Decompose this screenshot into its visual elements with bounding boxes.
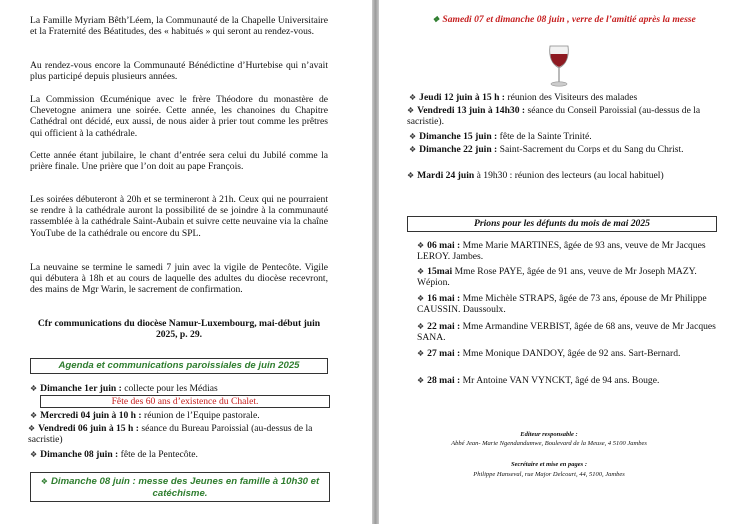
paragraph-1: La Famille Myriam Bêth’Léem, la Communauté de la Chapelle Universitaire et la Fraternité des Béatitudes, des « habitués » qui seront au rendez-vous. [30, 15, 328, 38]
agenda-item: ❖ Dimanche 08 juin : fête de la Pentecôte. [30, 449, 198, 460]
diamond-bullet-icon: ❖ [409, 132, 417, 141]
diamond-bullet-icon: ❖ [417, 241, 425, 250]
friendship-glass-notice: ❖ Samedi 07 et dimanche 08 juin , verre de l’amitié après la messe [432, 14, 696, 25]
youth-mass: Dimanche 08 juin : messe des Jeunes en famille à 10h30 et catéchisme. [50, 476, 320, 499]
agenda-item: ❖ Dimanche 15 juin : fête de la Sainte Trinité. [409, 131, 592, 142]
agenda-item: ❖ Dimanche 22 juin : Saint-Sacrement du Corps et du Sang du Christ. [409, 144, 684, 155]
paragraph-2: Au rendez-vous encore la Communauté Bénédictine d’Hurtebise qui n’avait plus participé depuis plusieurs années. [30, 60, 328, 83]
deceased-item: ❖ 22 mai : Mme Armandine VERBIST, âgée de 68 ans, veuve de Mr Jacques SANA. [417, 321, 716, 344]
deceased-item: ❖ 27 mai : Mme Monique DANDOY, âgée de 92 ans. Sart-Bernard. [417, 348, 681, 359]
diamond-bullet-icon: ❖ [417, 376, 425, 385]
diamond-bullet-icon: ❖ [409, 93, 417, 102]
deceased-item: ❖ 16 mai : Mme Michèle STRAPS, âgée de 73 ans, épouse de Mr Philippe CAUSSIN. Daussoulx. [417, 293, 707, 316]
secretary-text: Philippe Hanseval, rue Major Delcourt, 44, 5100, Jambes [473, 471, 625, 478]
page-gutter [372, 0, 379, 524]
source-citation: Cfr communications du diocèse Namur-Luxembourg, mai-début juin 2025, p. 29. [37, 318, 321, 341]
diamond-bullet-icon: ❖ [30, 384, 38, 393]
agenda-title-box [30, 358, 328, 374]
deceased-title: Prions pour les défunts du mois de mai 2025 [474, 218, 650, 229]
agenda-title: Agenda et communications paroissiales de juin 2025 [58, 360, 300, 371]
paragraph-3: La Commission Œcuménique avec le frère Théodore du monastère de Chevetogne animera une soirée. Cette année, les chanoines du Chapitre Cathédral ont décidé, eux aussi, de nous aider à prier tout comme les prêtres qui officient à la cathédrale. [30, 94, 328, 139]
agenda-item: ❖ Mercredi 04 juin à 10 h : réunion de l’Equipe pastorale. [30, 410, 260, 421]
diamond-bullet-icon: ❖ [40, 477, 48, 486]
diamond-bullet-icon: ❖ [409, 145, 417, 154]
diamond-bullet-icon: ❖ [30, 450, 38, 459]
right-page [379, 0, 749, 524]
diamond-bullet-icon: ❖ [417, 267, 425, 276]
agenda-item: ❖ Mardi 24 juin à 19h30 : réunion des lecteurs (au local habituel) [407, 170, 664, 181]
agenda-item: ❖ Dimanche 1er juin : collecte pour les Médias [30, 383, 218, 394]
youth-mass-box [30, 472, 330, 502]
paragraph-6: La neuvaine se termine le samedi 7 juin avec la vigile de Pentecôte. Vigile qui débutera à 18h et au cours de laquelle des adultes du diocèse recevront, des mains de Mgr Warin, le sacrement de confirmation. [30, 262, 328, 296]
wine-glass-icon [547, 44, 571, 88]
diamond-bullet-icon: ❖ [407, 171, 415, 180]
diamond-bullet-icon: ❖ [417, 349, 425, 358]
diamond-bullet-icon: ❖ [417, 294, 425, 303]
deceased-item: ❖ 15mai Mme Rose PAYE, âgée de 91 ans, veuve de Mr Joseph MAZY. Wépion. [417, 266, 697, 289]
deceased-item: ❖ 28 mai : Mr Antoine VAN VYNCKT, âgé de 94 ans. Bouge. [417, 375, 660, 386]
agenda-item: ❖ Jeudi 12 juin à 15 h : réunion des Visiteurs des malades [409, 92, 638, 103]
deceased-item: ❖ 06 mai : Mme Marie MARTINES, âgée de 93 ans, veuve de Mr Jacques LEROY. Jambes. [417, 240, 706, 263]
diamond-bullet-icon: ❖ [407, 106, 415, 115]
paragraph-4: Cette année étant jubilaire, le chant d’entrée sera celui du Jubilé comme la prière finale. Une prière que l’on doit au pape François. [30, 150, 328, 173]
deceased-title-box [407, 216, 717, 232]
diamond-bullet-icon: ❖ [28, 424, 36, 433]
chalet-notice: Fête des 60 ans d’existence du Chalet. [111, 396, 259, 407]
editor-text: Abbé Jean- Marie Ngendandumwe, Boulevard de la Meuse, 4 5100 Jambes [451, 440, 647, 447]
agenda-item: ❖ Vendredi 13 juin à 14h30 : séance du Conseil Paroissial (au-dessus de la sacristie). [407, 105, 701, 128]
secretary-label: Secrétaire et mise en pages : [511, 461, 587, 468]
diamond-bullet-icon: ❖ [30, 411, 38, 420]
editor-label: Editeur responsable : [520, 431, 578, 438]
left-page [0, 0, 372, 524]
diamond-bullet-icon: ❖ [417, 322, 425, 331]
agenda-item: ❖ Vendredi 06 juin à 15 h : séance du Bureau Paroissial (au-dessus de la sacristie) [28, 423, 313, 446]
paragraph-5: Les soirées débuteront à 20h et se termineront à 21h. Ceux qui ne pourraient se rendre à la cathédrale auront la possibilité de se joindre à la communauté rassemblée à la cathédrale Saint-Aubain et suivre cette neuvaine via la chaîne YouTube de la cathédrale ou encore du SPL. [30, 194, 328, 239]
chalet-notice-box [40, 395, 330, 408]
diamond-bullet-icon: ❖ [432, 15, 440, 24]
